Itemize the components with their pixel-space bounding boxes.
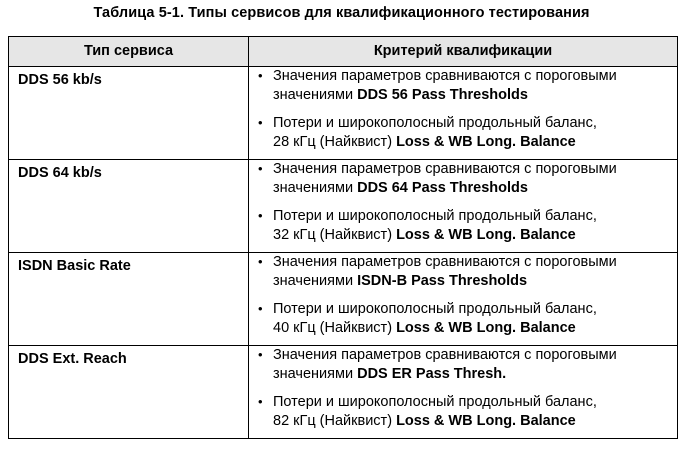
criteria-text: 28 кГц (Найквист) xyxy=(273,133,393,150)
criteria-setting: DDS ER Pass Thresh. xyxy=(357,365,507,382)
header-service-type: Тип сервиса xyxy=(9,37,249,67)
bullet-icon: • xyxy=(258,68,263,83)
service-name: ISDN Basic Rate xyxy=(18,258,131,274)
criteria-text: Значения параметров сравниваются с пороговыми xyxy=(273,347,617,363)
criteria-setting: Loss & WB Long. Balance xyxy=(396,133,576,150)
criteria-list xyxy=(249,67,677,151)
bullet-icon: • xyxy=(258,115,263,130)
criteria-item xyxy=(249,393,677,430)
criteria-text: Потери и широкополосный продольный баланс, xyxy=(273,301,597,317)
service-name: DDS Ext. Reach xyxy=(18,351,127,367)
criteria-item xyxy=(249,160,677,197)
criteria-text: значениями xyxy=(273,179,354,196)
table-row xyxy=(9,67,678,160)
table-row xyxy=(9,346,678,439)
bullet-icon: • xyxy=(258,394,263,409)
service-cell xyxy=(9,160,249,253)
criteria-text: Значения параметров сравниваются с пороговыми xyxy=(273,254,617,270)
table-caption: Таблица 5-1. Типы сервисов для квалификационного тестирования xyxy=(93,5,590,21)
service-cell xyxy=(9,253,249,346)
criteria-setting: Loss & WB Long. Balance xyxy=(396,226,576,243)
bullet-icon: • xyxy=(258,161,263,176)
criteria-text: 32 кГц (Найквист) xyxy=(273,226,393,243)
criteria-setting: Loss & WB Long. Balance xyxy=(396,412,576,429)
header-qualification-criterion: Критерий квалификации xyxy=(249,37,678,67)
criteria-setting: DDS 56 Pass Thresholds xyxy=(357,86,528,103)
bullet-icon: • xyxy=(258,254,263,269)
criteria-item xyxy=(249,253,677,290)
criteria-text: значениями xyxy=(273,272,354,289)
service-cell xyxy=(9,67,249,160)
table-row xyxy=(9,160,678,253)
table-row xyxy=(9,253,678,346)
bullet-icon: • xyxy=(258,301,263,316)
criteria-cell xyxy=(249,67,678,160)
criteria-text: 40 кГц (Найквист) xyxy=(273,319,393,336)
service-types-table xyxy=(8,36,678,439)
service-name: DDS 64 kb/s xyxy=(18,165,102,181)
criteria-item xyxy=(249,346,677,383)
criteria-text: значениями xyxy=(273,365,354,382)
criteria-setting: Loss & WB Long. Balance xyxy=(396,319,576,336)
table-header-row xyxy=(9,37,678,67)
criteria-text: Потери и широкополосный продольный баланс, xyxy=(273,208,597,224)
criteria-list xyxy=(249,160,677,244)
criteria-item xyxy=(249,67,677,104)
criteria-item xyxy=(249,300,677,337)
criteria-setting: ISDN-B Pass Thresholds xyxy=(357,272,528,289)
service-cell xyxy=(9,346,249,439)
criteria-cell xyxy=(249,253,678,346)
criteria-text: значениями xyxy=(273,86,354,103)
service-name: DDS 56 kb/s xyxy=(18,72,102,88)
criteria-text: Значения параметров сравниваются с пороговыми xyxy=(273,68,617,84)
criteria-cell xyxy=(249,346,678,439)
bullet-icon: • xyxy=(258,208,263,223)
criteria-item xyxy=(249,114,677,151)
criteria-text: 82 кГц (Найквист) xyxy=(273,412,393,429)
criteria-list xyxy=(249,346,677,430)
criteria-text: Значения параметров сравниваются с пороговыми xyxy=(273,161,617,177)
criteria-setting: DDS 64 Pass Thresholds xyxy=(357,179,528,196)
criteria-text: Потери и широкополосный продольный баланс, xyxy=(273,115,597,131)
bullet-icon: • xyxy=(258,347,263,362)
criteria-cell xyxy=(249,160,678,253)
criteria-text: Потери и широкополосный продольный баланс, xyxy=(273,394,597,410)
criteria-item xyxy=(249,207,677,244)
criteria-list xyxy=(249,253,677,337)
